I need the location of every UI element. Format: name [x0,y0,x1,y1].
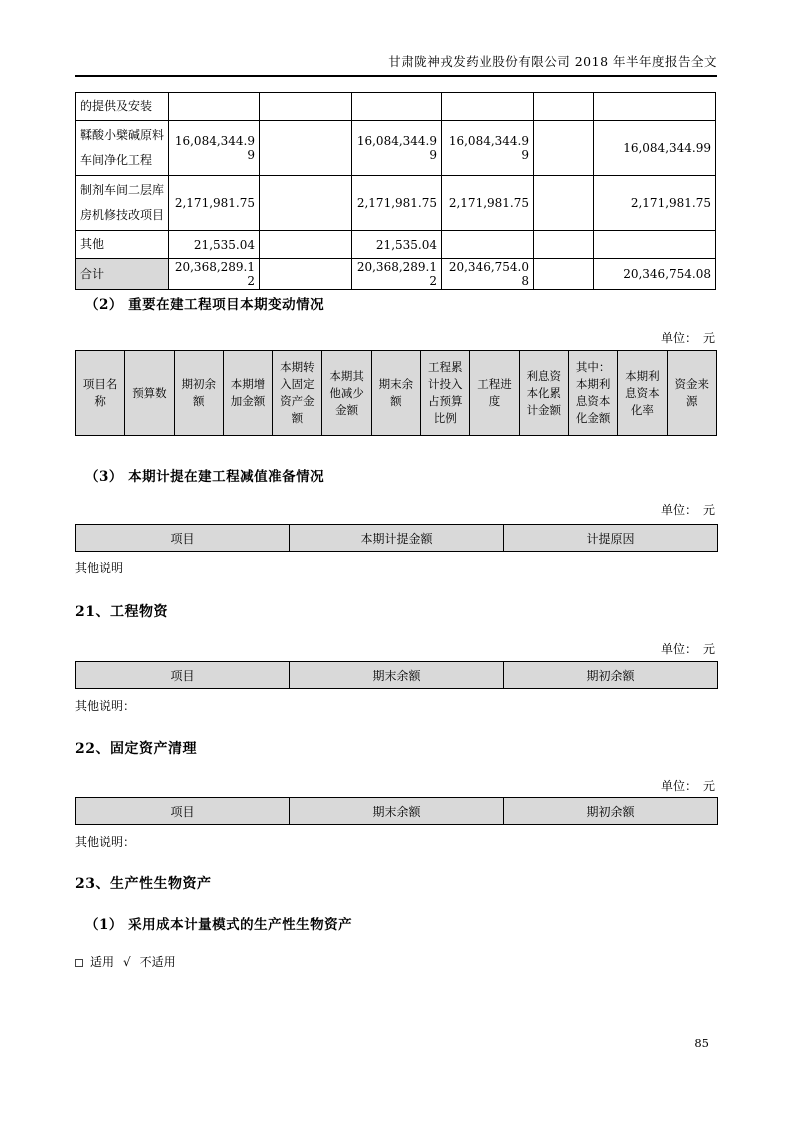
engineering-materials-table [75,661,718,689]
unit-label: 单位： 元 [660,779,715,793]
column-header: 项目 [76,662,290,689]
table-cell [594,93,716,121]
table-row [76,93,716,121]
total-label-cell: 合计 [76,259,169,290]
table-cell [442,231,534,259]
table-row [76,176,716,231]
table-cell [594,231,716,259]
table-cell: 20,368,289.12 [352,259,442,290]
table-cell: 20,346,754.08 [594,259,716,290]
section-23-sub-heading: （1） 采用成本计量模式的生产性生物资产 [85,917,353,933]
construction-in-progress-table [75,92,716,290]
table-cell: 2,171,981.75 [594,176,716,231]
row-label-cell: 的提供及安装 [76,93,169,121]
table-cell [534,231,594,259]
table-cell [534,259,594,290]
section-3-heading: （3） 本期计提在建工程减值准备情况 [85,469,325,485]
header-row [76,525,718,552]
header-row [76,798,718,825]
table-cell [169,93,260,121]
unit-label: 单位： 元 [660,642,715,656]
table-row [76,121,716,176]
table-cell: 16,084,344.99 [442,121,534,176]
column-header: 期初余额 [504,798,718,825]
other-notes-text: 其他说明： [75,699,136,713]
table-cell [260,231,352,259]
column-header: 期初余额 [174,351,223,436]
other-notes-text: 其他说明 [75,561,124,575]
row-label-cell: 制剂车间二层库房机修技改项目 [76,176,169,231]
unit-label: 单位： 元 [660,331,715,345]
table-cell: 2,171,981.75 [442,176,534,231]
table-cell [260,93,352,121]
table-cell [534,93,594,121]
table-cell: 16,084,344.99 [169,121,260,176]
column-header: 项目 [76,525,290,552]
table-cell: 16,084,344.99 [594,121,716,176]
checkbox-unchecked-icon [75,959,83,967]
table-cell [260,121,352,176]
header-row [76,662,718,689]
unit-label: 单位： 元 [660,503,715,517]
report-header-title: 甘肃陇神戎发药业股份有限公司 2018 年半年度报告全文 [75,52,717,77]
section-23-heading: 23、生产性生物资产 [75,876,212,892]
section-22-heading: 22、固定资产清理 [75,741,197,757]
row-label-cell: 其他 [76,231,169,259]
table-cell [260,259,352,290]
table-cell [442,93,534,121]
table-cell [352,93,442,121]
column-header: 预算数 [125,351,174,436]
column-header: 期末余额 [290,798,504,825]
impairment-provision-table [75,524,718,552]
check-mark-icon: √ [123,954,131,969]
column-header: 本期其他减少金额 [322,351,371,436]
table-cell: 20,368,289.12 [169,259,260,290]
table-cell [534,121,594,176]
column-header: 期初余额 [504,662,718,689]
table-cell [534,176,594,231]
table-cell: 16,084,344.99 [352,121,442,176]
not-applicable-label: 不适用 [139,955,176,969]
table-cell: 20,346,754.08 [442,259,534,290]
column-header: 期末余额 [371,351,420,436]
column-header: 本期增加金额 [223,351,272,436]
table-cell: 21,535.04 [352,231,442,259]
column-header: 工程进度 [470,351,519,436]
table-cell [260,176,352,231]
other-notes-text: 其他说明： [75,835,136,849]
applicability-row [75,953,176,970]
column-header: 本期计提金额 [290,525,504,552]
table-row [76,231,716,259]
header-row [76,351,717,436]
section-2-heading: （2） 重要在建工程项目本期变动情况 [85,297,325,313]
column-header: 资金来源 [667,351,716,436]
total-row [76,259,716,290]
project-movement-header-table [75,350,717,436]
column-header: 项目 [76,798,290,825]
fixed-assets-disposal-table [75,797,718,825]
page-number: 85 [694,1036,709,1050]
table-cell: 21,535.04 [169,231,260,259]
row-label-cell: 鞣酸小檗碱原料车间净化工程 [76,121,169,176]
applicable-label: 适用 [90,955,115,969]
table-cell: 2,171,981.75 [352,176,442,231]
column-header: 其中：本期利息资本化金额 [568,351,617,436]
section-21-heading: 21、工程物资 [75,604,168,620]
column-header: 期末余额 [290,662,504,689]
column-header: 项目名称 [76,351,125,436]
table-cell: 2,171,981.75 [169,176,260,231]
column-header: 本期利息资本化率 [618,351,667,436]
column-header: 工程累计投入占预算比例 [421,351,470,436]
column-header: 本期转入固定资产金额 [273,351,322,436]
column-header: 利息资本化累计金额 [519,351,568,436]
column-header: 计提原因 [504,525,718,552]
